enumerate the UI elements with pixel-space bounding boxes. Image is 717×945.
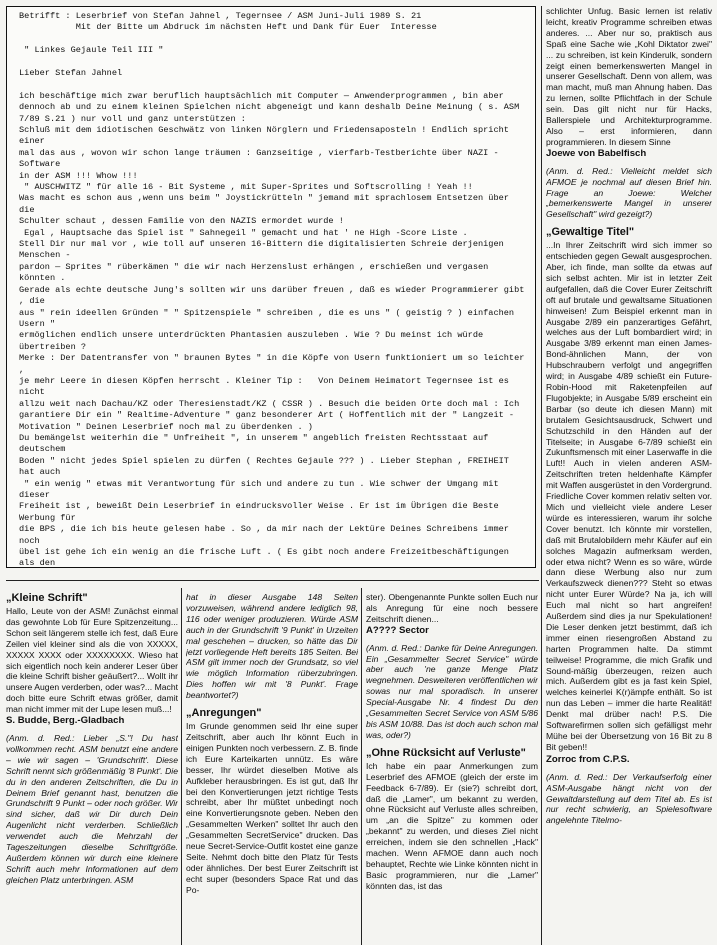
editor-note: (Anm. d. Red.: Der Verkaufserfolg einer ASM-Ausgabe hängt nicht von der Gewaltdarstellung auf dem Titel ab. Es ist nur recht schwierig, an Spielesoftware angelehnte Titelmo- xyxy=(546,771,712,826)
letter-line: Merke : Der Datentransfer von " braunen Bytes " in die Köpfe von Usern funktioniert um so leichter , xyxy=(19,353,530,375)
letter-line: garantiere Dir ein " Realtime-Adventure " ganz besonderer Art ( Hoffentlich mit der " Langzeit - xyxy=(19,410,515,421)
letter-line: " ein wenig " etwas mit Verantwortung für sich und andere zu tun . Wie schwer der Umgang mit dieser xyxy=(19,478,504,501)
letter-line: Gerade als echte deutsche Jung's sollten wir uns darüber freuen , daß es wieder Programmierer gibt , die xyxy=(19,284,530,307)
article-title: „Gewaltige Titel" xyxy=(546,226,635,239)
letter-line: Motivation " Deinen Leserbrief noch mal zu überdenken . ) xyxy=(19,421,313,432)
letter-line: Du bemängelst weiterhin die " Unfreiheit ", in unserem " angeblich freisten Rechtsstaat auf deutschem xyxy=(19,432,494,455)
letter-line: mal das aus , wovon wir schon lange träumen : Ganzseitige , vierfarb-Testberichte über NAZI - Software xyxy=(19,147,504,170)
letter-body xyxy=(19,11,530,568)
article-body: ...In Ihrer Zeitschrift wird sich immer so entschieden gegen Gewalt ausgesprochen. Aber, ich finde, man sollte da etwas auf sich selbst achten. Mir ist in letzter Zeit aufgefallen, daß die Cover Eurer Zeitschrift oft auf brutale und gewaltsame Situationen hinweisen! Zum Beispiel erkennt man in Ausgabe 2/89 ein panzerartiges Gefährt, welches aus der Luft bombardiert wird; in Ausgabe 3/89 erkennt man einen James-Bond-ähnlichen Mann, der von Hubschraubern verfolgt und angegriffen wird; in Ausgabe 4/89 schießt ein Future-Robin-Hood mit Raketenpfeilen auf Flugobjekte; in Ausgabe 5/89 erscheint ein Barbar (so deute ich diesen Mann) mit brutalem Gesichtsausdruck, Schwert und Schutzschild in den Händen auf der Titelseite; in Ausgabe 6-7/89 schießt ein Zukunftsmensch mit einer Laserwaffe in die Luft!! Auch in vielen anderen ASM-Zeitschriften treten heldenhafte Kämpfer mit Waffen ausgerüstet in den Vordergrund. Friedliche Cover kommen relativ selten vor. Mich und vielleicht viele andere Leser würde es interessieren, warum ihr solche Cover benutzt. Ich könnte mir vorstellen, daß mit Brutalobildern mehr Käufer auf ein solches Magazin aufmerksam werden, oder etwa nicht? Wenn es so wäre, würde dann diese Werbung also nur zum Verkaufszweck dienen??? Steht so etwas nicht unter Eurer Würde? Na ja, ich will Euch mal nicht so hart angreifen! Außerdem sind dies ja nur Spekulationen! Die Leser denken jetzt bestimmt, daß ich immer einen riesengroßen Abstand zu harten Programmen halte. Da stimmt teilweise! Programme, die mich Grafik und Sound-mäßig überzeugen, reizen auch mich. Außerdem gibt es ja fast kein Spiel, welches keinerlei K(r)ämpfe enthält. So ist nun das Leben – immer die harte Realität! Denkt mal drüber nach! P.S. Die Softwarefirmen sollen sich gefälligst mehr Mühe bei der Übersetzung von 16 Bit zu 8 Bit geben!! xyxy=(546,240,712,752)
letter-box xyxy=(6,6,536,568)
letter-line: Stell Dir nur mal vor , wie toll auf unseren 16-Bittern die digitalisierten Schreie derjenigen Menschen - xyxy=(19,239,509,261)
letter-line xyxy=(19,34,527,45)
editor-note-continued: hat in dieser Ausgabe 148 Seiten vorzuweisen, während andere lediglich 98, 116 oder weniger produzieren. Würde ASM auch in der Grundschrift '9 Punkt' in Urzeiten mal geschehen – drucken, so hätte das Dir jetzt vorliegende Heft bereits 185 Seiten. Bei ASM gilt immer noch der Grundsatz, so viel wie möglich Information rüberzubringen. Dies hoffen wir mit '8 Punkt'. Frage beantwortet?) xyxy=(186,592,358,701)
letter-line xyxy=(19,57,527,68)
article-title: „Ohne Rücksicht auf Verluste" xyxy=(366,746,526,759)
letter-line: Lieber Stefan Jahnel xyxy=(19,68,123,78)
column-2 xyxy=(186,588,358,945)
article-body: Im Grunde genommen seid Ihr eine super Zeitschrift, aber auch Ihr könnt Euch in einigen Punkten noch verbessern. Z. B. finde ich Eure Karteikarten unnütz. Es wäre besser, Ihr würdet dieselben Motive als Aufkleber herausbringen. Es ist gut, daß Ihr bei den Konvertierungen jetzt richtige Tests schreibt, aber Ihr müßtet unbedingt noch eine Konvertierungsnote geben. Neben den „Gesammelten Werken" solltet Ihr auch den „Gesammelten SecretService" drucken. Das neue Secret-Service-Outfit kostet eine ganze Seite. Nehmt doch bitte den Platz für Tests oder ähnliches. Der best Eurer Zeitschrift ist echt super (besonders Space Rat und das Po- xyxy=(186,721,358,895)
letter-line: in der ASM !!! Whow !!! xyxy=(19,170,138,181)
article-body: Hallo, Leute von der ASM! Zunächst einmal das gewohnte Lob für Eure Spitzenzeitung... Schon seit längerem stelle ich fest, daß Eure Zeilen viel kleiner sind als die von XXXXX, XXXXX XXXX oder XXXXXXXX. Wieso hat sich eigentlich noch kein anderer Leser über die kleine Schrift bisher geäußert?... Wollt ihr unsere Augen verderben, oder was?... Macht doch bitte eure Schrift etwas größer, damit man nicht immer mit der Lupe lesen muß...! xyxy=(6,606,178,715)
article-author: A???? Sector xyxy=(366,624,429,636)
letter-line: Schulter schaut , dessen Familie von den NAZIS ermordet wurde ! xyxy=(19,216,344,227)
letter-line: Was macht es schon aus ,wenn uns beim " Joystickrütteln " jemand mit sprachlosem Entsetzen über die xyxy=(19,193,515,215)
letter-line: Schluß mit dem idiotischen Geschwätz von linken Nörglern und Friedensaposteln ! Endlich spricht einer xyxy=(19,125,515,147)
letter-line: Egal , Hauptsache das Spiel ist " Sahnegeil " gemacht und hat ' ne High -Score Liste . xyxy=(19,227,468,238)
article-body-continued: ster). Obengenannte Punkte sollen Euch nur als Anregung für eine noch bessere Zeitschrift dienen... xyxy=(366,592,538,624)
letter-line: Betrifft : Leserbrief von Stefan Jahnel , Tegernsee / ASM Juni-Juli 1989 S. 21 xyxy=(19,11,422,21)
column-divider xyxy=(541,6,542,945)
article-title: „Kleine Schrift" xyxy=(6,592,88,604)
article-body-continued: schlichter Unfug. Basic lernen ist relativ leicht, kreativ Programme schreiben etwas anderes. ... Aber nur so, praktisch aus Spaß eine Sache wie „Kohl Diktator zwei" ... zu schreiben, ist kein Kinderulk, sondern zeigt einen bemerkenswerten Mangel in unserer Gesellschaft. Denn von allem, was man macht, muß man Ahnung haben. Das zu lernen, sollte Pflichtfach in der Schule sein. Das gilt nicht nur für Hacks, Ballerspiele und Architekturprogramme. Also – erst informieren, dann programmieren. In diesem Sinne xyxy=(546,6,712,147)
letter-line: aus " rein ideellen Gründen " " Spitzenspiele " schreiben , die es uns " ( geistig ? ) einfachen Usern " xyxy=(19,307,520,329)
editor-note: (Anm. d. Red.: Lieber „S."! Du hast vollkommen recht. ASM benutzt eine andere – wie wir sagen – 'Grundschrift'. Diese Schrift nennt sich größenmäßig '8 Punkt'. Die du in den anderen Zeitschriften, die Du in Deinem Brief genannt hast, benutzen die Grundschrift 9 Punkt – oder noch größer. Wir sind sicher, daß wir Dir durch Dein Augenlicht nicht verderben. Schließlich verwendet auch die Mehrzahl der Tageszeitungen dieselbe Schriftgröße. Außerdem können wir durch eine kleinere Schrift auch mehr Informationen auf dem gleichen Platz unterbringen. ASM xyxy=(6,732,178,885)
article-author: Zorroc from C.P.S. xyxy=(546,753,630,765)
letter-line: die BPS , die ich bis heute gelesen habe . So , da mir nach der Lektüre Deines Schreibens immer noch xyxy=(19,524,515,546)
separator-rule xyxy=(6,580,539,581)
letter-line: 7/89 S.21 ) nur voll und ganz unterstützen : xyxy=(19,113,246,124)
article-title: „Anregungen" xyxy=(186,707,262,720)
column-4 xyxy=(546,6,712,945)
letter-line: allzu weit nach Dachau/KZ oder Theresienstadt/KZ ( CSSR ) . Besuch die beiden Orte doch mal : Ich xyxy=(19,398,520,409)
letter-line: dennoch ab und zu einem kleinen Spielchen nicht abgeneigt und kann deshalb Deine Meinung ( s. ASM xyxy=(19,102,520,113)
article-body: Ich habe ein paar Anmerkungen zum Leserbrief des AFMOE (gleich der erste im Feedback 6-7/89). Er (sie?) schreibt dort, daß die „Lamer", um bekannt zu werden, ohne Rücksicht auf Verluste alles schreiben, um „an die Spitze" zu kommen oder „bekannt" zu werden, und dieses Ziel nicht erreichen, indem sie den schnellen „Hack" machen. Wenn AFMOE dann auch noch behauptet, Rechte wie Linke könnten nicht in Basic programmieren, nur die „Lamer" könnten das, ist das xyxy=(366,760,538,891)
column-1 xyxy=(6,588,178,945)
letter-line: Freiheit ist , beweißt Dein Leserbrief in eindrucksvoller Weise . Er ist im Übrigen die Beste Werbung für xyxy=(19,501,504,523)
article-author: Joewe von Babelfisch xyxy=(546,147,647,159)
letter-line: ich beschäftige mich zwar beruflich hauptsächlich mit Computer — Anwenderprogrammen , bin aber xyxy=(19,90,504,101)
column-3 xyxy=(366,588,538,945)
letter-line: übel ist gehe ich ein wenig an die frische Luft . ( Es gibt noch andere Freizeitbeschäftigungen als den xyxy=(19,547,515,568)
editor-note: (Anm. d. Red.: Vielleicht meldet sich AFMOE je nochmal auf diesen Brief hin. Frage an Joewe: Welcher „bemerkenswerte Mangel in unserer Gesellschaft" wird gezeigt?) xyxy=(546,165,712,220)
letter-line: ermöglichen endlich unsere unterdrückten Phantasien auszuleben . Wie ? Du meinst ich würde übertreiben ? xyxy=(19,330,489,352)
letter-line: " AUSCHWITZ " für alle 16 - Bit Systeme , mit Super-Sprites und Softscrolling ! Yeah !! xyxy=(19,182,473,193)
editor-note: (Anm. d. Red.: Danke für Deine Anregungen. Ein „Gesammelter Secret Service" würde aber auch 'ne ganze Menge Platz wegnehmen. Desweiteren veröffentlichen wir sowas nur mal sporadisch. In unserer Special-Ausgabe Nr. 4 findest Du den „Gesammelten Secret Service von ASM 5/86 bis ASM 10/88. Das ist doch auch schon mal was, oder?) xyxy=(366,642,538,740)
column-divider xyxy=(181,588,182,945)
article-author: S. Budde, Berg.-Gladbach xyxy=(6,715,125,727)
letter-line: Boden " nicht jedes Spiel spielen zu dürfen ( Rechtes Gejaule ??? ) . Lieber Stephan , FREIHEIT hat auch xyxy=(19,455,515,478)
letter-line: pardon — Sprites " rüberkämen " die wir nach Herzenslust erhängen , erschießen und vergasen könnten . xyxy=(19,261,494,284)
letter-line: " Linkes Gejaule Teil III " xyxy=(19,45,164,56)
letter-line xyxy=(19,79,527,90)
column-divider xyxy=(361,588,362,945)
letter-line: Mit der Bitte um Abdruck im nächsten Heft und Dank für Euer Interesse xyxy=(19,22,437,33)
letter-line: je mehr Leere in diesen Köpfen herrscht . Kleiner Tip : Von Deinem Heimatort Tegernsee ist es nicht xyxy=(19,375,515,398)
